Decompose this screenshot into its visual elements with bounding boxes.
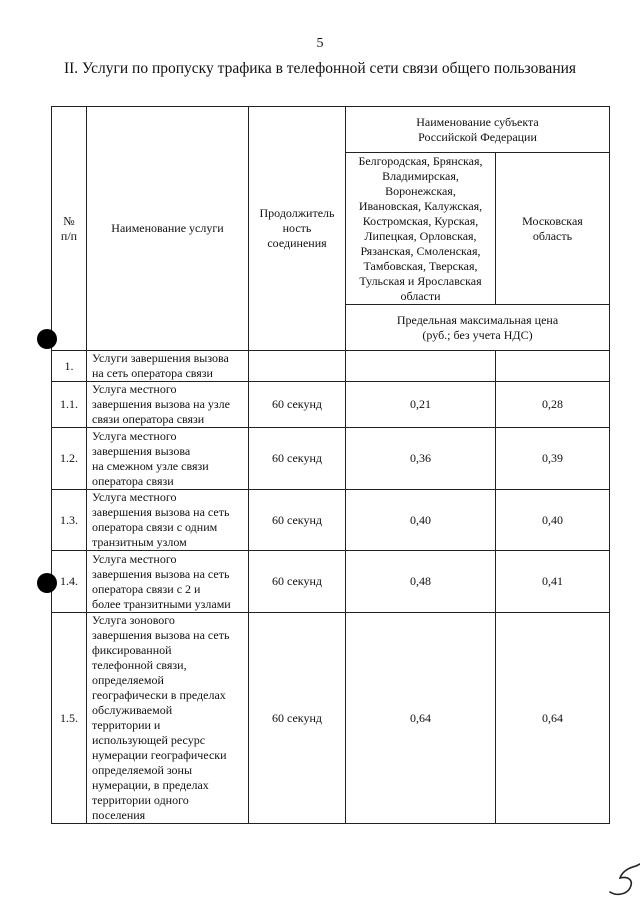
service-line: нумерации, в пределах: [92, 778, 209, 792]
service-line: оператора связи с 2 и: [92, 581, 201, 596]
punch-hole: [37, 329, 57, 349]
table-row: [52, 382, 610, 428]
header-num: [52, 107, 87, 351]
row-service: [87, 382, 249, 428]
row-num: 1.1.: [52, 382, 87, 428]
row-duration: 60 секунд: [249, 613, 346, 824]
header-subject-line: Наименование субъекта: [416, 114, 539, 129]
row-num: 1.3.: [52, 490, 87, 551]
service-line: географически в пределах: [92, 688, 226, 702]
row-duration: 60 секунд: [249, 551, 346, 613]
service-line: определяемой зоны: [92, 763, 193, 777]
service-line: завершения вызова на узле: [92, 397, 230, 411]
service-line: обслуживаемой: [92, 703, 173, 717]
region-line: области: [400, 288, 441, 303]
row-num: 1.5.: [52, 613, 87, 824]
row-price-moscow: 0,40: [496, 490, 610, 551]
header-duration: [249, 107, 346, 351]
service-line: оператора связи с одним: [92, 520, 218, 534]
row-duration: 60 секунд: [249, 382, 346, 428]
service-line: фиксированной: [92, 643, 172, 657]
service-line: завершения вызова на сеть: [92, 505, 230, 519]
row-service: [87, 551, 249, 613]
row-price-moscow: 0,39: [496, 428, 610, 490]
header-service: Наименование услуги: [87, 107, 249, 351]
service-line: завершения вызова: [92, 443, 191, 458]
region-line: Воронежская,: [385, 183, 456, 198]
region-line: Тульская и Ярославская: [359, 273, 482, 288]
header-duration-line: Продолжитель: [259, 206, 335, 220]
region-line: Ивановская, Калужская,: [358, 198, 483, 213]
row-duration: 60 секунд: [249, 490, 346, 551]
table-row: [52, 613, 610, 824]
table-row: [52, 351, 610, 382]
header-moscow-region: [496, 153, 610, 305]
service-line: оператора связи: [92, 473, 174, 488]
service-line: телефонной связи,: [92, 658, 187, 672]
row-price-moscow: [496, 351, 610, 382]
row-price-regions: 0,64: [346, 613, 496, 824]
service-line: более транзитными узлами: [92, 596, 231, 611]
punch-hole: [37, 573, 57, 593]
row-price-regions: 0,40: [346, 490, 496, 551]
header-subject-line: Российской Федерации: [418, 129, 537, 144]
row-service: [87, 351, 249, 382]
service-line: определяемой: [92, 673, 164, 687]
service-line: территории одного: [92, 793, 189, 807]
price-caption-line: (руб.; без учета НДС): [422, 327, 533, 342]
service-line: транзитным узлом: [92, 535, 187, 549]
service-line: на сеть оператора связи: [92, 366, 213, 380]
row-price-regions: 0,48: [346, 551, 496, 613]
row-duration: 60 секунд: [249, 428, 346, 490]
row-service: [87, 428, 249, 490]
header-duration-line: ность: [282, 221, 312, 235]
moscow-line: область: [532, 228, 573, 243]
row-num: 1.2.: [52, 428, 87, 490]
row-price-regions: 0,21: [346, 382, 496, 428]
header-num-line: п/п: [60, 228, 78, 243]
service-line: поселения: [92, 808, 146, 822]
header-duration-line: соединения: [267, 236, 327, 250]
service-line: территории и: [92, 718, 161, 732]
service-line: на смежном узле связи: [92, 458, 209, 473]
row-num: 1.: [52, 351, 87, 382]
row-service: [87, 613, 249, 824]
price-caption-line: Предельная максимальная цена: [396, 312, 559, 327]
service-line: связи оператора связи: [92, 412, 205, 426]
page-number: 5: [316, 36, 324, 51]
service-line: нумерации географически: [92, 748, 227, 762]
row-price-moscow: 0,28: [496, 382, 610, 428]
row-num: 1.4.: [52, 551, 87, 613]
service-line: Услуги завершения вызова: [92, 351, 229, 365]
region-line: Владимирская,: [382, 168, 459, 183]
service-line: завершения вызова на сеть: [92, 566, 230, 581]
region-line: Костромская, Курская,: [362, 213, 479, 228]
region-line: Белгородская, Брянская,: [358, 153, 483, 168]
region-line: Рязанская, Смоленская,: [360, 243, 481, 258]
section-title: II. Услуги по пропуску трафика в телефонной сети связи общего пользования: [63, 60, 577, 77]
handwritten-page-mark: [606, 862, 640, 902]
service-line: использующей ресурс: [92, 733, 206, 747]
header-regions-group: [346, 153, 496, 305]
row-price-moscow: 0,41: [496, 551, 610, 613]
header-num-line: №: [63, 213, 75, 228]
moscow-line: Московская: [522, 213, 583, 228]
service-line: завершения вызова на сеть: [92, 628, 230, 642]
header-price-caption: [346, 305, 610, 351]
table-row: [52, 490, 610, 551]
region-line: Липецкая, Орловская,: [364, 228, 477, 243]
row-duration: [249, 351, 346, 382]
table-row: [52, 551, 610, 613]
row-price-moscow: 0,64: [496, 613, 610, 824]
service-line: Услуга местного: [92, 551, 177, 566]
row-service: [87, 490, 249, 551]
row-price-regions: 0,36: [346, 428, 496, 490]
table-row: [52, 428, 610, 490]
row-price-regions: [346, 351, 496, 382]
tariff-table: [51, 106, 610, 824]
service-line: Услуга зонового: [92, 613, 175, 627]
service-line: Услуга местного: [92, 382, 177, 396]
service-line: Услуга местного: [92, 428, 177, 443]
service-line: Услуга местного: [92, 490, 177, 504]
region-line: Тамбовская, Тверская,: [363, 258, 478, 273]
header-subject: [346, 107, 610, 153]
